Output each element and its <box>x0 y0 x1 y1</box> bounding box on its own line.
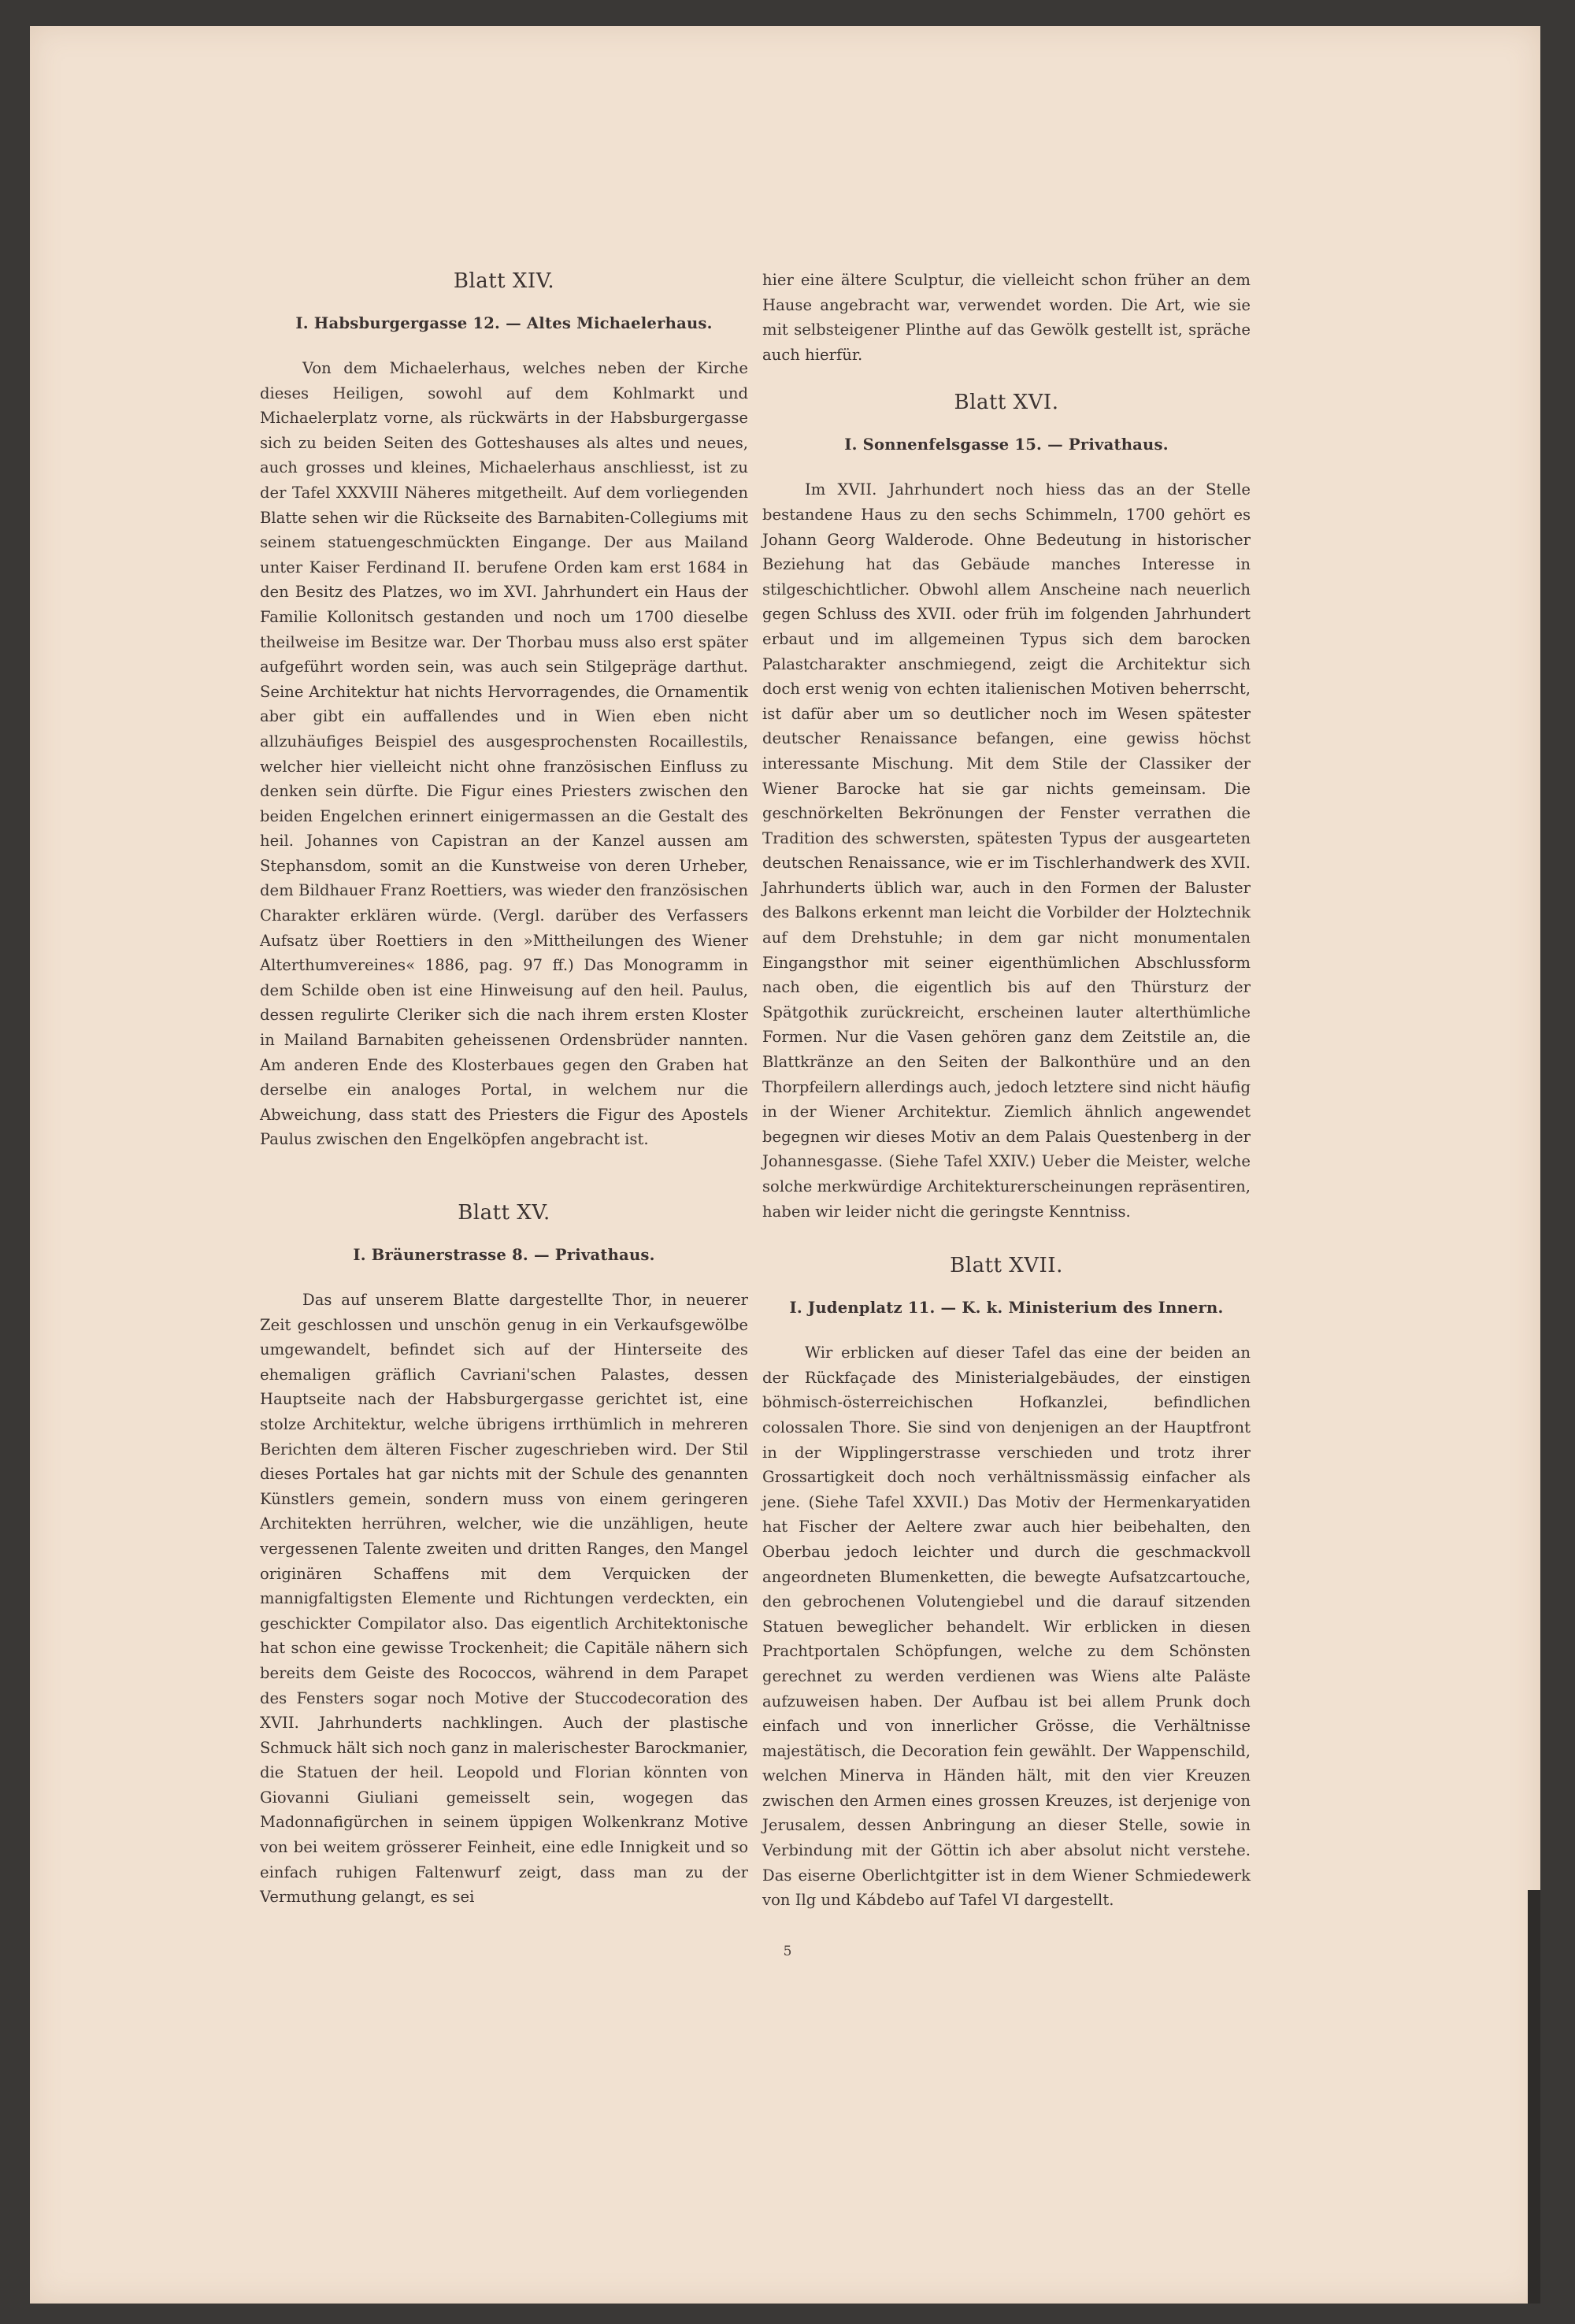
section-blatt-xvii <box>762 1252 1251 1913</box>
section-blatt-xiv <box>260 268 748 1152</box>
blatt-xvi-subtitle: I. Sonnenfelsgasse 15. — Privathaus. <box>844 436 1169 454</box>
blatt-xiv-text: Von dem Michaelerhaus, welches neben der Kirche dieses Heiligen, sowohl auf dem Kohlmarkt und Michaelerplatz vorne, als rückwärts in der Habsburgergasse sich zu beiden Seiten des Gotteshauses als altes und neues, auch grosses und kleines, Michaelerhaus anschliesst, ist zu der Tafel XXXVIII Näheres mitgetheilt. Auf dem vorliegenden Blatte sehen wir die Rückseite des Barnabiten-Collegiums mit seinem statuengeschmückten Eingange. Der aus Mailand unter Kaiser Ferdinand II. berufene Orden kam erst 1684 in den Besitz des Platzes, wo im XVI. Jahrhundert ein Haus der Familie Kollonitsch gestanden und noch um 1700 dieselbe theilweise im Besitze war. Der Thorbau muss also erst später aufgeführt worden sein, was auch sein Stilgepräge darthut. Seine Architektur hat nichts Hervorragendes, die Ornamentik aber gibt ein auffallendes und in Wien eben nicht allzuhäufiges Beispiel des ausgesprochensten Rocaillestils, welcher hier vielleicht nicht ohne französischen Einfluss zu denken sein dürfte. Die Figur eines Priesters zwischen den beiden Engelchen erinnert einigermassen an die Gestalt des heil. Johannes von Capistran an der Kanzel aussen am Stephansdom, somit an die Kunstweise von deren Urheber, dem Bildhauer Franz Roettiers, was wieder den französischen Charakter erklären würde. (Vergl. darüber des Verfassers Aufsatz über Roettiers in den »Mittheilungen des Wiener Alterthumvereines« 1886, pag. 97 ff.) Das Monogramm in dem Schilde oben ist eine Hinweisung auf den heil. Paulus, dessen regulirte Cleriker sich die nach ihrem ersten Kloster in Mailand Barnabiten geheissenen Ordensbrüder nannten. Am anderen Ende des Klosterbaues gegen den Graben hat derselbe ein analoges Portal, in welchem nur die Abweichung, dass statt des Priesters die Figur des Apostels Paulus zwischen den Engelköpfen angebracht ist. <box>260 359 748 1149</box>
blatt-xvi-title: Blatt XVI. <box>954 391 1059 415</box>
section-blatt-xvi <box>762 389 1251 1224</box>
section-blatt-xv <box>260 1199 748 1910</box>
blatt-xiv-subtitle: I. Habsburgergasse 12. — Altes Michaelerhaus. <box>295 314 713 332</box>
blatt-xiv-title: Blatt XIV. <box>453 269 555 293</box>
right-column <box>762 268 1251 1913</box>
blatt-xv-title: Blatt XV. <box>458 1201 550 1225</box>
blatt-xvii-title: Blatt XVII. <box>950 1254 1063 1278</box>
blatt-xvi-text: Im XVII. Jahrhundert noch hiess das an der Stelle bestandene Haus zu den sechs Schimmeln, 1700 gehört es Johann Georg Walderode. Ohne Bedeutung in historischer Beziehung hat das Gebäude manches Interesse in stilgeschichtlicher. Obwohl allem Anscheine nach neuerlich gegen Schluss des XVII. oder früh im folgenden Jahrhundert erbaut und im allgemeinen Typus sich dem barocken Palastcharakter anschmiegend, zeigt die Architektur sich doch erst wenig von echten italienischen Motiven beherrscht, ist dafür aber um so deutlicher noch im Wesen spätester deutscher Renaissance befangen, eine gewiss höchst interessante Mischung. Mit dem Stile der Classiker der Wiener Barocke hat sie gar nichts gemeinsam. Die geschnörkelten Bekrönungen der Fenster verrathen die Tradition des schwersten, spätesten Typus der ausgearteten deutschen Renaissance, wie er im Tischlerhandwerk des XVII. Jahrhunderts üblich war, auch in den Formen der Baluster des Balkons erkennt man leicht die Vorbilder der Holztechnik auf dem Drehstuhle; in dem gar nicht monumentalen Eingangsthor mit seiner eigenthümlichen Abschlussform nach oben, die eigentlich bis auf den Thürsturz der Spätgothik zurückreicht, erscheinen lauter alterthümliche Formen. Nur die Vasen gehören ganz dem Zeitstile an, die Blattkränze an den Seiten der Balkonthüre und an den Thorpfeilern allerdings auch, jedoch letztere sind nicht häufig in der Wiener Architektur. Ziemlich ähnlich angewendet begegnen wir dieses Motiv an dem Palais Questenberg in der Johannesgasse. (Siehe Tafel XXIV.) Ueber die Meister, welche solche merkwürdige Architekturerscheinungen repräsentiren, haben wir leider nicht die geringste Kenntniss. <box>762 480 1251 1221</box>
blatt-xv-subtitle: I. Bräunerstrasse 8. — Privathaus. <box>353 1246 655 1264</box>
blatt-xv-text: Das auf unserem Blatte dargestellte Thor, in neuerer Zeit geschlossen und unschön genug in ein Verkaufsgewölbe umgewandelt, befindet sich auf der Hinterseite des ehemaligen gräflich Cavriani'schen Palastes, dessen Hauptseite nach der Habsburgergasse gerichtet ist, eine stolze Architektur, welche übrigens irrthümlich in mehreren Berichten dem älteren Fischer zugeschrieben wird. Der Stil dieses Portales hat gar nichts mit der Schule des genannten Künstlers gemein, sondern muss von einem geringeren Architekten herrühren, welcher, wie die unzähligen, heute vergessenen Talente zweiten und dritten Ranges, den Mangel originären Schaffens mit dem Verquicken der mannigfaltigsten Elemente und Richtungen verdeckten, ein geschickter Compilator also. Das eigentlich Architektonische hat schon eine gewisse Trockenheit; die Capitäle nähern sich bereits dem Geiste des Rococcos, während in dem Parapet des Fensters sogar noch Motive der Stuccodecoration des XVII. Jahrhunderts nachklingen. Auch der plastische Schmuck hält sich noch ganz in malerischester Barockmanier, die Statuen der heil. Leopold und Florian könnten von Giovanni Giuliani gemeisselt sein, wogegen das Madonnafigürchen in seinem üppigen Wolkenkranz Motive von bei weitem grösserer Feinheit, eine edle Innigkeit und so einfach ruhigen Faltenwurf zeigt, dass man zu der Vermuthung gelangt, es sei <box>260 1291 748 1907</box>
blatt-xv-text-continued: hier eine ältere Sculptur, die vielleicht schon früher an dem Hause angebracht war, verwendet worden. Die Art, wie sie mit selbsteigener Plinthe auf das Gewölk gestellt ist, spräche auch hierfür. <box>762 271 1251 364</box>
blatt-xvii-subtitle: I. Judenplatz 11. — K. k. Ministerium des Innern. <box>789 1299 1224 1318</box>
page-number: 5 <box>783 1944 792 1959</box>
left-column <box>260 268 748 1910</box>
blatt-xvii-text: Wir erblicken auf dieser Tafel das eine der beiden an der Rückfaçade des Ministerialgebäudes, der einstigen böhmisch-österreichischen Hofkanzlei, befindlichen colossalen Thore. Sie sind von denjenigen an der Hauptfront in der Wipplingerstrasse verschieden und trotz ihrer Grossartigkeit doch noch verhältnissmässig einfacher als jene. (Siehe Tafel XXVII.) Das Motiv der Hermenkaryatiden hat Fischer der Aeltere zwar auch hier beibehalten, den Oberbau jedoch leichter und durch die geschmackvoll angeordneten Blumenketten, die bewegte Aufsatzcartouche, den gebrochenen Volutengiebel und die darauf sitzenden Statuen beweglicher behandelt. Wir erblicken in diesen Prachtportalen Schöpfungen, welche zu dem Schönsten gerechnet zu werden verdienen was Wiens alte Paläste aufzuweisen haben. Der Aufbau ist bei allem Prunk doch einfach und von innerlicher Grösse, die Verhältnisse majestätisch, die Decoration fein gewählt. Der Wappenschild, welchen Minerva in Händen hält, mit den vier Kreuzen zwischen den Armen eines grossen Kreuzes, ist derjenige von Jerusalem, dessen Anbringung an dieser Stelle, sowie in Verbindung mit der Göttin ich aber absolut nicht verstehe. Das eiserne Oberlichtgitter ist in dem Wiener Schmiedewerk von Ilg und Kábdebo auf Tafel VI dargestellt. <box>762 1344 1251 1910</box>
